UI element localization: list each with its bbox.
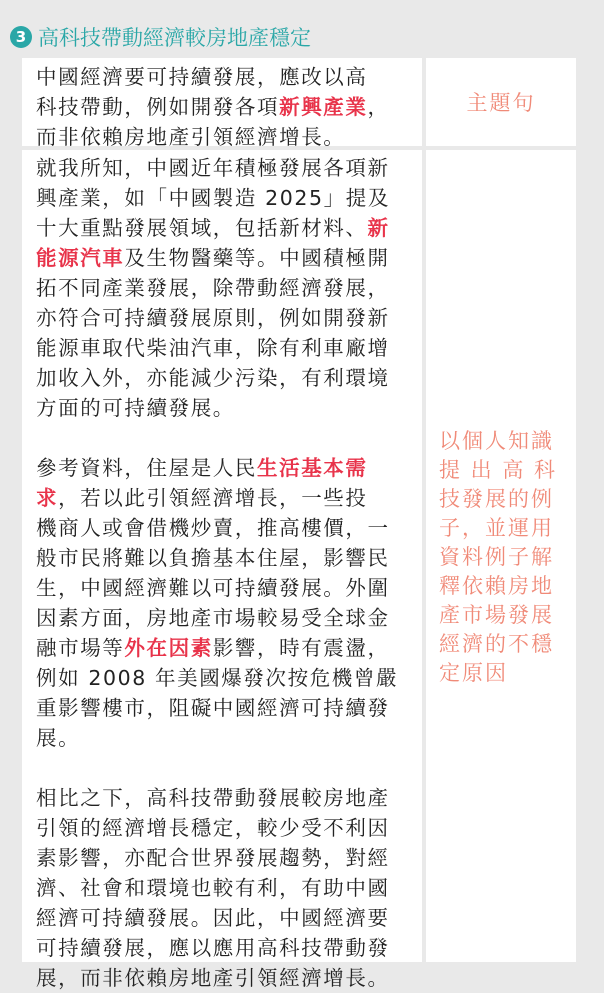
thesis-block: [22, 58, 422, 149]
section-number: 3: [10, 26, 32, 48]
body-paragraph-2: 參考資料，住屋是人民生活基本需 求，若以此引領經濟增長，一些投 機商人或會借機炒賣，推高樓價，一 般市民將難以負擔基本住屋，影響民 生，中國經濟難以可持續發展。外圍 因素方面，房地產市場較易受全球金 融市場等外在因素影響，時有震盪， 例如 2008 年美國爆發次按危機曾嚴 重影響樓市，阻礙中國經濟可持續發 展。: [36, 456, 399, 750]
thesis-note: 主題句: [466, 91, 536, 115]
section-title: 高科技帶動經濟較房地產穩定: [38, 26, 311, 50]
highlight-new-industries: 新興產業: [279, 95, 368, 119]
thesis-text: 中國經濟要可持續發展，應改以高 科技帶動，例如開發各項新興產業， 而非依賴房地產引領經濟增長。: [36, 65, 390, 149]
thesis-note-box: [426, 58, 576, 146]
section-heading: [10, 22, 311, 52]
body-note: 以個人知識 提 出 高 科 技發展的例 子，並運用 資料例子解 釋依賴房地 產市場發展 經濟的不穩 定原因: [439, 429, 558, 685]
highlight-external-factors: 外在因素: [124, 636, 213, 660]
body-note-box: [426, 150, 576, 962]
body-paragraph-1: 就我所知，中國近年積極發展各項新 興產業，如「中國製造 2025」提及 十大重點發展領域，包括新材料、新 能源汽車及生物醫藥等。中國積極開 拓不同產業發展，除帶動經濟發展， 亦符合可持續發展原則，例如開發新 能源車取代柴油汽車，除有利車廠增 加收入外，亦能減少污染，有利環境 方面的可持續發展。: [36, 156, 390, 420]
body-block: [22, 150, 422, 990]
highlight-basic-needs: 生活基本需 求: [36, 456, 368, 510]
highlight-new-energy-vehicles: 新 能源汽車: [36, 216, 390, 270]
body-paragraph-3: 相比之下，高科技帶動發展較房地產 引領的經濟增長穩定，較少受不利因 素影響，亦配合世界發展趨勢，對經 濟、社會和環境也較有利，有助中國 經濟可持續發展。因此，中國經濟要 可持續發展，應以應用高科技帶動發 展，而非依賴房地產引領經濟增長。: [36, 786, 390, 990]
